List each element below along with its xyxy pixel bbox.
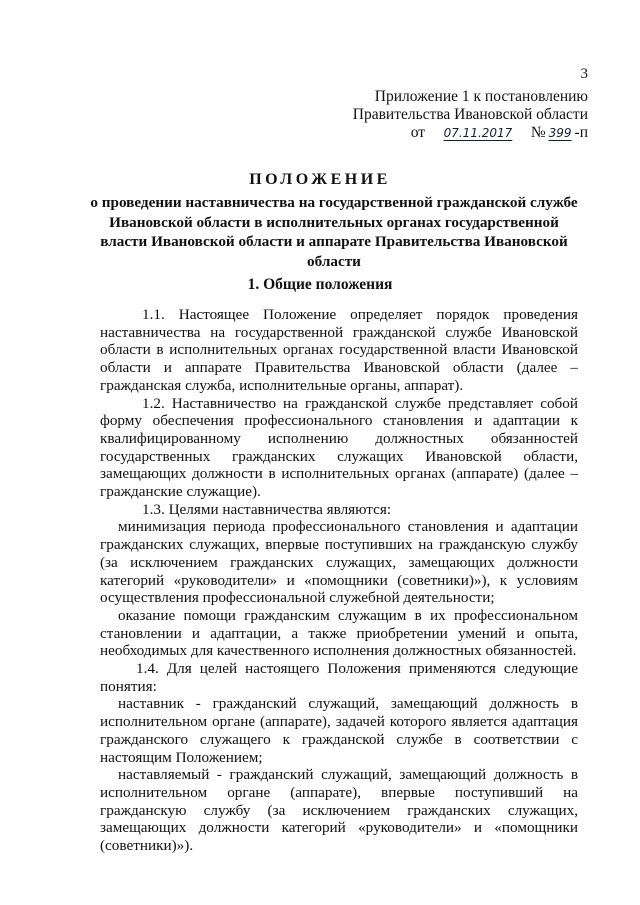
page-number: 3 bbox=[580, 66, 588, 82]
definition-mentee: наставляемый - гражданский служащий, замещающий должность в исполнительном органе (аппарате), впервые поступивший на гражданскую службу (за исключением гражданских служащих, замещающих должности категорий «руководители» и «помощники (советники)»). bbox=[100, 766, 578, 855]
date-prefix: от bbox=[410, 124, 426, 141]
number-suffix: -п bbox=[574, 124, 588, 141]
paragraph-1-3: 1.3. Целями наставничества являются: bbox=[142, 500, 392, 518]
appendix-block bbox=[353, 88, 588, 142]
goal-item-2: оказание помощи гражданским служащим в их профессиональном становлении и адаптации, а также приобретении умений и опыта, необходимых для качественного исполнения должностных обязанностей. bbox=[100, 606, 578, 660]
handwritten-date: 07.11.2017 bbox=[443, 126, 513, 140]
document-body bbox=[100, 306, 578, 855]
handwritten-number: 399 bbox=[548, 126, 572, 140]
appendix-date-line bbox=[353, 124, 588, 142]
appendix-line-1: Приложение 1 к постановлению bbox=[374, 88, 588, 105]
section-heading: 1. Общие положения bbox=[247, 276, 393, 293]
definition-mentor: наставник - гражданский служащий, замещающий должность в исполнительном органе (аппарате), задачей которого является адаптация гражданского служащего к гражданской службе в соответствии с настоящим Положением; bbox=[100, 695, 578, 766]
appendix-line-2: Правительства Ивановской области bbox=[352, 106, 588, 123]
goal-item-1: минимизация периода профессионального становления и адаптации гражданских служащих, впервые поступивших на гражданскую службу (за исключением гражданских служащих, замещающих должности категорий «руководители» и «помощники (советники)»), к условиям осуществления профессиональной служебной деятельности; bbox=[100, 518, 578, 607]
number-prefix: № bbox=[530, 124, 546, 141]
document-subtitle: о проведении наставничества на государственной гражданской службе Ивановской области в исполнительных органах государственной власти Ивановской области и аппарате Правительства Ивановской области bbox=[90, 194, 578, 270]
paragraph-1-4: 1.4. Для целей настоящего Положения применяются следующие понятия: bbox=[100, 660, 578, 695]
paragraph-1-2: 1.2. Наставничество на гражданской службе представляет собой форму обеспечения профессионального становления и адаптации к квалифицированному исполнению должностных обязанностей государственных гражданских служащих Ивановской области, замещающих должности в исполнительных органах (аппарате) (далее – гражданские служащие). bbox=[100, 394, 578, 501]
document-title: ПОЛОЖЕНИЕ bbox=[249, 171, 391, 188]
paragraph-1-1: 1.1. Настоящее Положение определяет порядок проведения наставничества на государственной гражданской службе Ивановской области в исполнительных органах государственной власти Ивановской области и аппарате Правительства Ивановской области (далее – гражданская служба, исполнительные органы, аппарат). bbox=[100, 306, 578, 394]
